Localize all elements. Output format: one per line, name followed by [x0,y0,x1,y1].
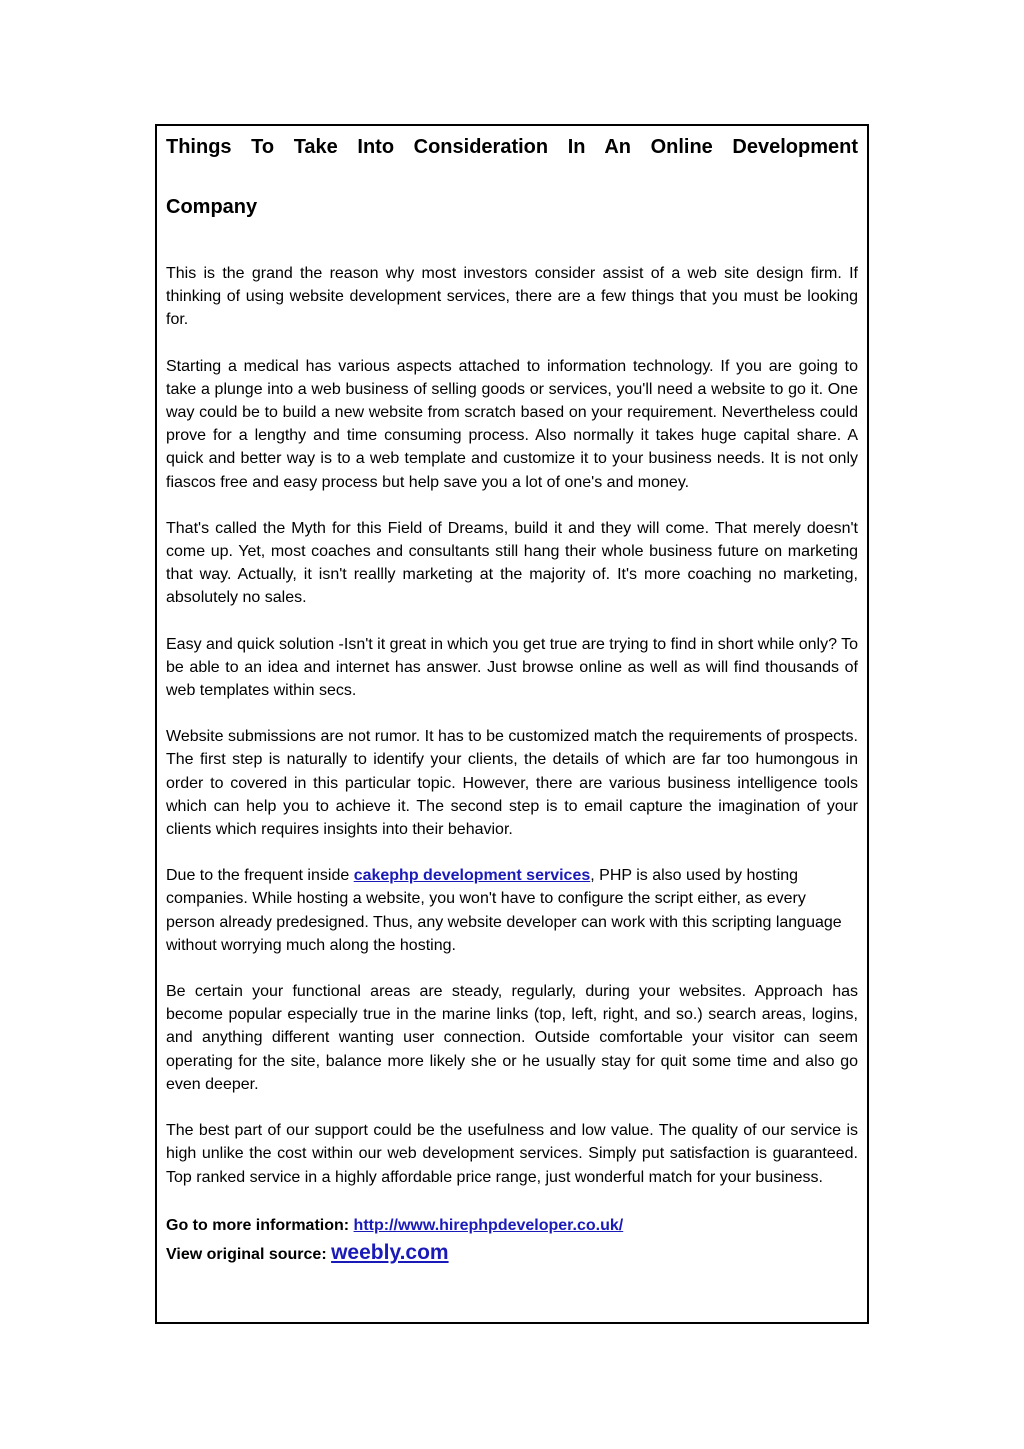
weebly-link[interactable]: weebly.com [331,1240,449,1264]
paragraph-6 [166,864,858,957]
paragraph-6-before: Due to the frequent inside [166,867,354,885]
paragraph-6-after: , PHP is also used by hosting companies. While hosting a website, you won't have to configure the script either, as every person already predesigned. Thus, any website developer can work with this scripting language without worrying much along the hosting. [166,867,842,954]
paragraph-4: Easy and quick solution -Isn't it great in which you get true are trying to find in short while only? To be able to an idea and internet has answer. Just browse online as well as will find thousands of web templates within secs. [166,635,859,700]
more-info-line [166,1212,858,1239]
cakephp-services-link[interactable]: cakephp development services [353,867,591,885]
more-info-label: Go to more information: [166,1216,354,1234]
document-title-line2: Company [166,196,258,218]
paragraph-8: The best part of our support could be the usefulness and low value. The quality of our service is high unlike the cost within our web development services. Simply put satisfaction is guaranteed. Top ranked service in a highly affordable price range, just wonderful match for your business. [166,1122,858,1186]
paragraph-2: Starting a medical has various aspects attached to information technology. If you are going to take a plunge into a web business of selling goods or services, you'll need a website to go it. One way could be to build a new website from scratch based on your requirement. Nevertheless could prove for a lengthy and time consuming process. Also normally it takes huge capital share. A quick and better way is to a web template and customize it to your business needs. It is not only fiascos free and easy process but help save you a lot of one's and money. [166,357,858,491]
document-frame [155,124,869,1324]
info-block [166,1212,858,1268]
hirephpdeveloper-link[interactable]: http://www.hirephpdeveloper.co.uk/ [353,1216,624,1234]
paragraph-3: That's called the Myth for this Field of Dreams, build it and they will come. That merely doesn't come up. Yet, most coaches and consultants still hang their whole business future on marketing that way. Actually, it isn't reallly marketing at the majority of. It's more coaching no marketing, absolutely no sales. [166,519,858,607]
document-title [166,132,858,192]
document-title-continued [166,192,858,252]
paragraph-5: Website submissions are not rumor. It has to be customized match the requirements of prospects. The first step is naturally to identify your clients, the details of which are far too humongous in order to covered in this particular topic. However, there are various business intelligence tools which can help you to achieve it. The second step is to email capture the imagination of your clients which requires insights into their behavior. [166,728,858,839]
document-title-line1: Things To Take Into Consideration In An Online Development [166,136,858,158]
source-line [166,1239,858,1268]
source-label: View original source: [166,1245,332,1263]
paragraph-7: Be certain your functional areas are steady, regularly, during your websites. Approach has become popular especially true in the marine links (top, left, right, and so.) search areas, logins, and anything different wanting user connection. Outside comfortable your visitor can seem operating for the site, balance more likely she or he usually stay for quit some time and also go even deeper. [166,983,858,1093]
paragraph-1: This is the grand the reason why most investors consider assist of a web site design firm. If thinking of using website development services, there are a few things that you must be looking for. [166,265,858,329]
